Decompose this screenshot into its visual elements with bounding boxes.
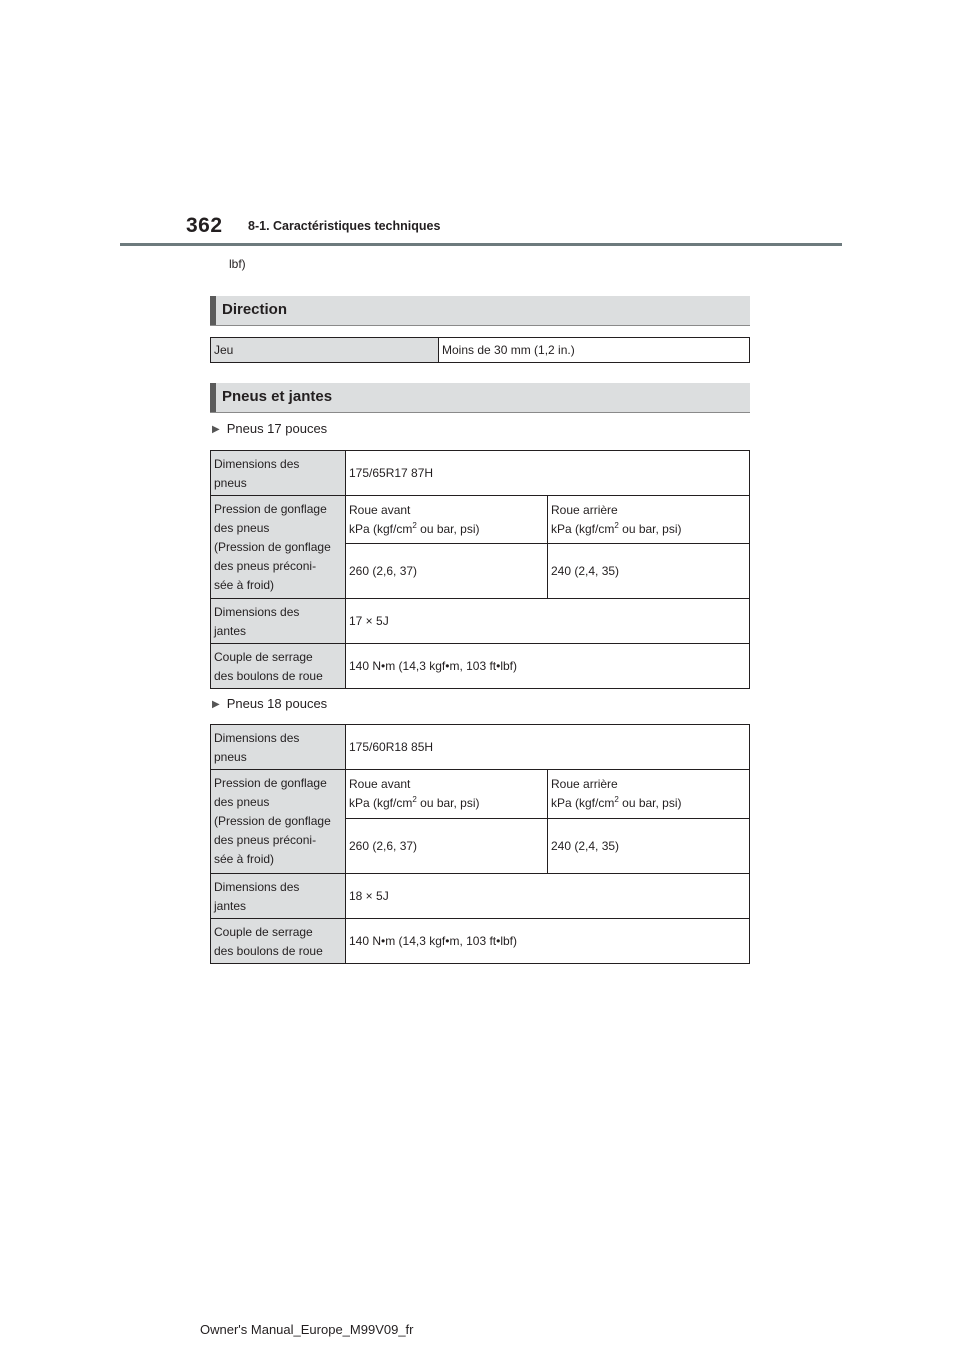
front-wheel-title: Roue avant [349,777,411,791]
label-line: pneus [214,750,247,764]
label-line: sée à froid) [214,578,275,592]
rim-dim-value: 17 × 5J [346,599,750,644]
section-title: 8-1. Caractéristiques techniques [248,219,441,233]
rear-wheel-title: Roue arrière [551,777,618,791]
label-line: Couple de serrage [214,925,313,939]
table-row [211,874,750,919]
label-line: des boulons de roue [214,669,323,683]
unit-text: kPa (kgf/cm [551,521,615,536]
tires-18-table [210,724,750,964]
tires-17-table [210,450,750,689]
footer-text: Owner's Manual_Europe_M99V09_fr [200,1322,414,1337]
front-pressure-value: 260 (2,6, 37) [346,819,548,874]
direction-table [210,337,750,363]
tires-heading-label: Pneus et jantes [222,388,333,405]
unit-text: kPa (kgf/cm [349,796,413,810]
table-row [211,644,750,689]
header-divider [120,243,842,246]
pressure-label [211,770,346,874]
front-wheel-header [346,496,548,544]
label-line: (Pression de gonflage [214,540,331,554]
label-line: pneus [214,476,247,490]
tire-dim-label [211,451,346,496]
label-line: (Pression de gonflage [214,814,331,828]
unit-superscript: 2 [412,795,417,804]
page-number: 362 [186,214,223,237]
label-line: sée à froid) [214,852,275,866]
label-line: Dimensions des [214,605,300,619]
subtitle-18-label: Pneus 18 pouces [226,696,328,711]
pressure-label [211,496,346,599]
direction-heading [210,296,750,326]
rear-wheel-title: Roue arrière [551,502,618,517]
tires-heading [210,383,750,413]
front-wheel-header [346,770,548,819]
unit-text: ou bar, psi) [618,796,682,810]
table-row [211,725,750,770]
table-row [211,919,750,964]
label-line: Pression de gonflage [214,502,327,516]
front-pressure-value: 260 (2,6, 37) [346,544,548,599]
torque-label [211,919,346,964]
rim-dim-label [211,599,346,644]
unit-text: kPa (kgf/cm [551,796,615,810]
subtitle-17-inch [212,421,327,436]
front-wheel-title: Roue avant [349,502,411,517]
triangle-bullet-icon: ▶ [212,699,220,710]
torque-label [211,644,346,689]
label-line: Dimensions des [214,731,300,745]
unit-text: ou bar, psi) [618,521,682,536]
torque-value: 140 N•m (14,3 kgf•m, 103 ft•lbf) [346,919,750,964]
jeu-value: Moins de 30 mm (1,2 in.) [439,338,750,363]
tire-dim-value: 175/60R18 85H [346,725,750,770]
rear-wheel-header [548,770,750,819]
label-line: Dimensions des [214,880,300,894]
unit-superscript: 2 [614,520,619,530]
unit-text: kPa (kgf/cm [349,521,413,536]
table-row [211,770,750,819]
rear-wheel-header [548,496,750,544]
table-row [211,599,750,644]
subtitle-18-inch [212,696,327,711]
table-row [211,338,750,363]
subtitle-17-label: Pneus 17 pouces [226,421,328,436]
tire-dim-label [211,725,346,770]
triangle-bullet-icon: ▶ [212,424,220,435]
unit-text: ou bar, psi) [416,521,480,536]
label-line: des pneus préconi- [214,559,317,573]
label-line: des pneus préconi- [214,833,317,847]
label-line: Pression de gonflage [214,776,327,790]
label-line: jantes [214,624,247,638]
table-row [211,496,750,544]
label-line: Dimensions des [214,457,300,471]
label-line: jantes [214,899,247,913]
label-line: des pneus [214,521,270,535]
unit-superscript: 2 [412,520,417,530]
jeu-label: Jeu [211,338,439,363]
unit-text: ou bar, psi) [416,796,480,810]
rear-pressure-value: 240 (2,4, 35) [548,819,750,874]
torque-value: 140 N•m (14,3 kgf•m, 103 ft•lbf) [346,644,750,689]
direction-heading-label: Direction [222,301,288,318]
table-row [211,451,750,496]
label-line: Couple de serrage [214,650,313,664]
unit-superscript: 2 [614,795,619,804]
rim-dim-value: 18 × 5J [346,874,750,919]
rear-pressure-value: 240 (2,4, 35) [548,544,750,599]
label-line: des pneus [214,795,270,809]
tire-dim-value: 175/65R17 87H [346,451,750,496]
rim-dim-label [211,874,346,919]
label-line: des boulons de roue [214,944,323,958]
continued-text: lbf) [229,257,246,271]
